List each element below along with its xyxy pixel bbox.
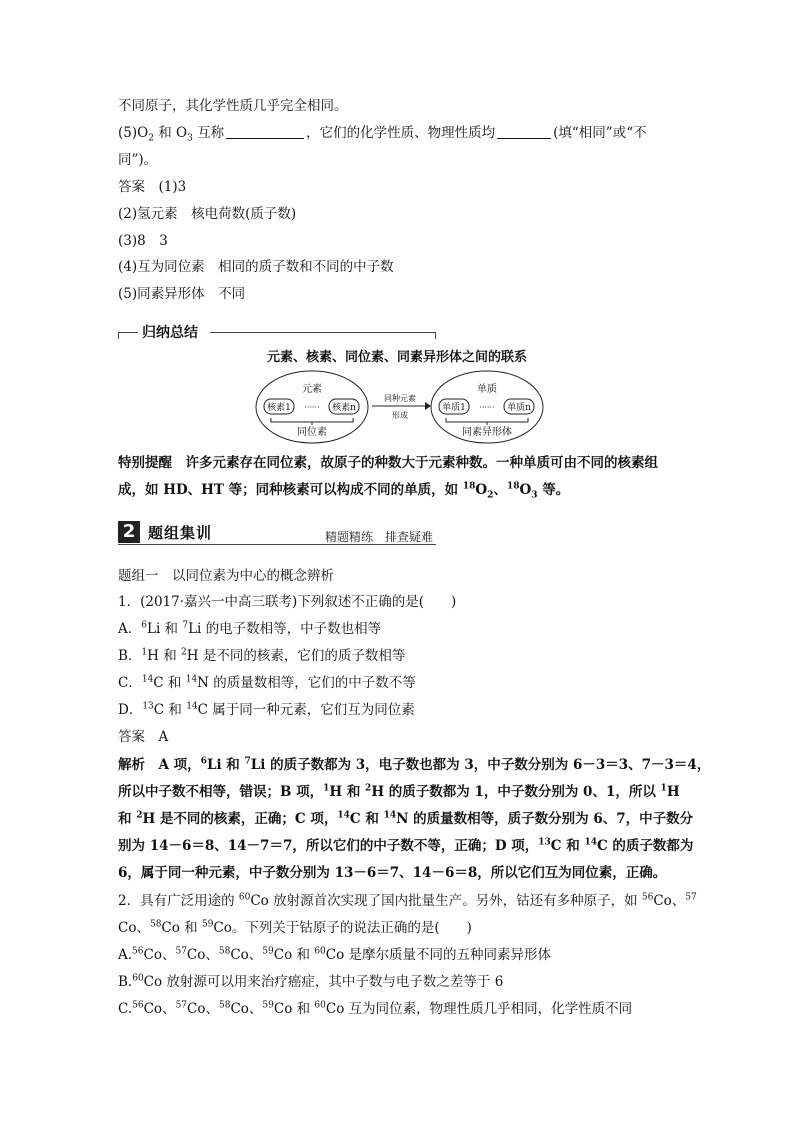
substance-label: 单质 <box>477 384 497 395</box>
analysis-line <box>118 755 711 775</box>
option-letter: A. <box>118 947 133 963</box>
divider <box>210 332 436 333</box>
text: Co 和 <box>273 947 315 963</box>
text: Li 和 <box>146 621 183 637</box>
text: 、 <box>493 482 507 498</box>
text: Co、 <box>230 1001 263 1017</box>
text: H <box>666 784 680 800</box>
text: N 的质量数相等，质子数分别为 6、7，中子数分 <box>396 811 694 827</box>
text: Co 放射源可以用来治疗癌症，其中子数与电子数之差等于 6 <box>143 974 504 990</box>
text: Co。下列关于钴原子的说法正确的是( ) <box>213 920 472 936</box>
superscript: 14 <box>141 674 154 685</box>
option-letter: C. <box>118 1001 133 1017</box>
analysis-label: 解析 <box>118 757 145 773</box>
text: Li 和 <box>206 757 245 773</box>
superscript: 59 <box>262 946 274 957</box>
allotrope-label: 同素异形体 <box>462 427 512 438</box>
superscript: 14 <box>337 810 350 821</box>
text: Co 和 <box>161 920 202 936</box>
question-5 <box>118 123 676 143</box>
text: 题组一 以同位素为中心的概念辨析 <box>118 568 334 584</box>
superscript: 56 <box>132 946 144 957</box>
option-a[interactable] <box>118 945 676 965</box>
superscript: 14 <box>383 810 397 821</box>
text: N 的质量数相等，它们的中子数不等 <box>197 675 416 691</box>
section-subtitle: 精题精练 排查疑难 <box>325 530 434 544</box>
option-b[interactable] <box>118 646 676 666</box>
isotope-label: 同位素 <box>297 427 327 438</box>
text: H 和 <box>329 784 366 800</box>
section-number: 2 <box>118 521 140 543</box>
text: C 属于同一种元素，它们互为同位素 <box>197 702 415 718</box>
answer-label: 答案 <box>118 729 145 745</box>
answer-line <box>118 284 676 304</box>
superscript: 2 <box>181 647 187 658</box>
superscript: 60 <box>132 973 144 984</box>
answer-line <box>118 727 676 747</box>
summary-title: 归纳总结 <box>142 325 198 341</box>
question-stem <box>118 592 676 612</box>
relationship-diagram <box>255 368 545 446</box>
arrow-head-icon <box>425 402 431 410</box>
substance-1-label: 单质1 <box>442 403 466 413</box>
section-header <box>118 521 436 547</box>
superscript: 60 <box>238 892 251 903</box>
option-a[interactable] <box>118 619 676 639</box>
section-title: 题组集训 <box>148 524 213 542</box>
text: ，它们的化学性质、物理性质均 <box>306 125 496 141</box>
superscript: 7 <box>182 620 189 631</box>
text: Co、 <box>230 947 263 963</box>
question-stem <box>118 891 697 911</box>
option-letter: A． <box>118 621 142 637</box>
text: Li 的质子数都为 3，电子数也都为 3，中子数分别为 6－3＝3、7－3＝4， <box>250 757 711 773</box>
superscript: 56 <box>641 892 654 903</box>
text: (5)O <box>118 125 149 141</box>
diagram-caption: 元素、核素、同位素、同素异形体之间的联系 <box>266 350 527 365</box>
nuclide-n-label: 核素n <box>332 403 356 413</box>
group-title <box>118 566 676 586</box>
option-c[interactable] <box>118 999 676 1019</box>
text: 所以中子数不相等，错误；B 项， <box>118 784 324 800</box>
text: Co、 <box>118 920 150 936</box>
text: 6，属于同一种元素，中子数分别为 13－6＝7、14－6＝8，所以它们互为同位素，正确。 <box>118 865 667 881</box>
answer-text: (2)氢元素 核电荷数(质子数) <box>118 206 297 222</box>
superscript: 13 <box>142 701 154 712</box>
text: C 和 <box>349 811 384 827</box>
option-d[interactable] <box>118 700 676 720</box>
subscript: 2 <box>487 490 494 501</box>
superscript: 7 <box>244 756 251 767</box>
answer-line <box>118 257 676 277</box>
text: O <box>475 482 488 498</box>
superscript: 1 <box>660 783 667 794</box>
answer-text: (1)3 <box>158 179 187 195</box>
dots: ······ <box>304 403 320 412</box>
text: Co、 <box>143 947 176 963</box>
text: Co、 <box>187 1001 219 1017</box>
text: (填“相同”或“不 <box>553 125 647 141</box>
superscript: 14 <box>584 837 597 848</box>
reminder-line <box>118 453 676 473</box>
text: Co 放射源首次实现了国内批量生产。另外，钴还有多种原子，如 <box>250 893 642 909</box>
superscript: 18 <box>462 481 476 492</box>
superscript: 2 <box>136 810 143 821</box>
substance-n-label: 单质n <box>507 403 531 413</box>
text: 等。 <box>537 482 570 498</box>
answer-line <box>118 231 676 251</box>
analysis-line <box>118 863 676 883</box>
subscript: 3 <box>531 490 538 501</box>
superscript: 6 <box>200 756 207 767</box>
superscript: 1 <box>323 783 330 794</box>
text: Co、 <box>143 1001 176 1017</box>
superscript: 59 <box>201 919 214 930</box>
text: A 项， <box>158 757 201 773</box>
text: C 和 <box>153 675 186 691</box>
text: H 是不同的核素，正确；C 项， <box>142 811 338 827</box>
text: Co 是摩尔质量不同的五种同素异形体 <box>325 947 552 963</box>
fill-blank[interactable] <box>497 124 551 139</box>
reminder-label: 特别提醒 <box>118 455 172 471</box>
superscript: 57 <box>175 1000 188 1011</box>
superscript: 18 <box>506 481 520 492</box>
text: C 的质子数都为 <box>596 838 694 854</box>
text: 不同原子，其化学性质几乎完全相同。 <box>118 98 348 114</box>
analysis-line <box>118 836 694 856</box>
nuclide-1-label: 核素1 <box>267 403 291 413</box>
answer-line <box>118 204 676 224</box>
superscript: 56 <box>132 1000 144 1011</box>
text: 和 <box>118 811 137 827</box>
dots: ······ <box>479 403 495 412</box>
fill-blank[interactable] <box>226 124 304 139</box>
brace <box>271 418 353 425</box>
text: Co、 <box>186 947 219 963</box>
superscript: 57 <box>685 892 697 903</box>
question-stem <box>118 918 676 938</box>
text: Co、 <box>653 893 686 909</box>
option-letter: D． <box>118 702 143 718</box>
superscript: 59 <box>262 1000 274 1011</box>
text: 互称 <box>197 125 225 141</box>
text: 成，如 HD、HT 等；同种核素可以构成不同的单质，如 <box>118 482 463 498</box>
text: 2．具有广泛用途的 <box>118 893 239 909</box>
text: 同”)。 <box>118 152 158 168</box>
answer-text: (3)8 3 <box>118 233 168 249</box>
option-letter: C． <box>118 675 142 691</box>
option-letter: B. <box>118 974 133 990</box>
brace <box>446 418 528 425</box>
analysis-line <box>118 782 680 802</box>
option-b[interactable] <box>118 972 676 992</box>
superscript: 13 <box>538 837 551 848</box>
element-label: 元素 <box>302 384 322 395</box>
subscript: 2 <box>148 133 154 144</box>
superscript: 60 <box>314 1000 326 1011</box>
summary-header <box>118 322 436 342</box>
answer-line <box>118 177 676 197</box>
answer-text: (4)互为同位素 相同的质子数和不同的中子数 <box>118 259 394 275</box>
text: 和 O <box>158 125 188 141</box>
answer-text: A <box>158 729 169 745</box>
text: C 和 <box>550 838 585 854</box>
superscript: 6 <box>141 620 147 631</box>
text: 别为 14－6＝8、14－7＝7，所以它们的中子数不等，正确；D 项， <box>118 838 539 854</box>
superscript: 2 <box>365 783 372 794</box>
text: C 和 <box>153 702 187 718</box>
option-c[interactable] <box>118 673 676 693</box>
analysis-line <box>118 809 694 829</box>
text: H 和 <box>147 648 182 664</box>
text-line <box>118 96 676 116</box>
superscript: 60 <box>314 946 326 957</box>
superscript: 58 <box>218 946 231 957</box>
text: Co 互为同位素，物理性质几乎相同，化学性质不同 <box>325 1001 633 1017</box>
text: H 是不同的核素，它们的质子数相等 <box>186 648 406 664</box>
answer-label: 答案 <box>118 179 145 195</box>
answer-text: (5)同素异形体 不同 <box>118 286 246 302</box>
text: 1．(2017·嘉兴一中高三联考)下列叙述不正确的是( ) <box>118 594 457 610</box>
superscript: 57 <box>175 946 187 957</box>
arrow-top-label: 同种元素 <box>384 394 416 403</box>
arrow-bottom-label: 形成 <box>392 411 408 420</box>
reminder-line <box>118 480 676 500</box>
superscript: 1 <box>141 647 148 658</box>
divider <box>118 544 436 545</box>
superscript: 58 <box>149 919 162 930</box>
text-line <box>118 150 676 170</box>
text: O <box>519 482 532 498</box>
superscript: 14 <box>186 701 198 712</box>
subscript: 3 <box>187 133 193 144</box>
divider <box>118 332 138 333</box>
superscript: 58 <box>218 1000 231 1011</box>
text: Li 的电子数相等，中子数也相等 <box>188 621 382 637</box>
text: 许多元素存在同位素，故原子的种数大于元素种数。一种单质可由不同的核素组 <box>185 455 658 471</box>
option-letter: B． <box>118 648 142 664</box>
text: H 的质子数都为 1，中子数分别为 0、1，所以 <box>371 784 661 800</box>
text: Co 和 <box>273 1001 315 1017</box>
superscript: 14 <box>185 674 198 685</box>
